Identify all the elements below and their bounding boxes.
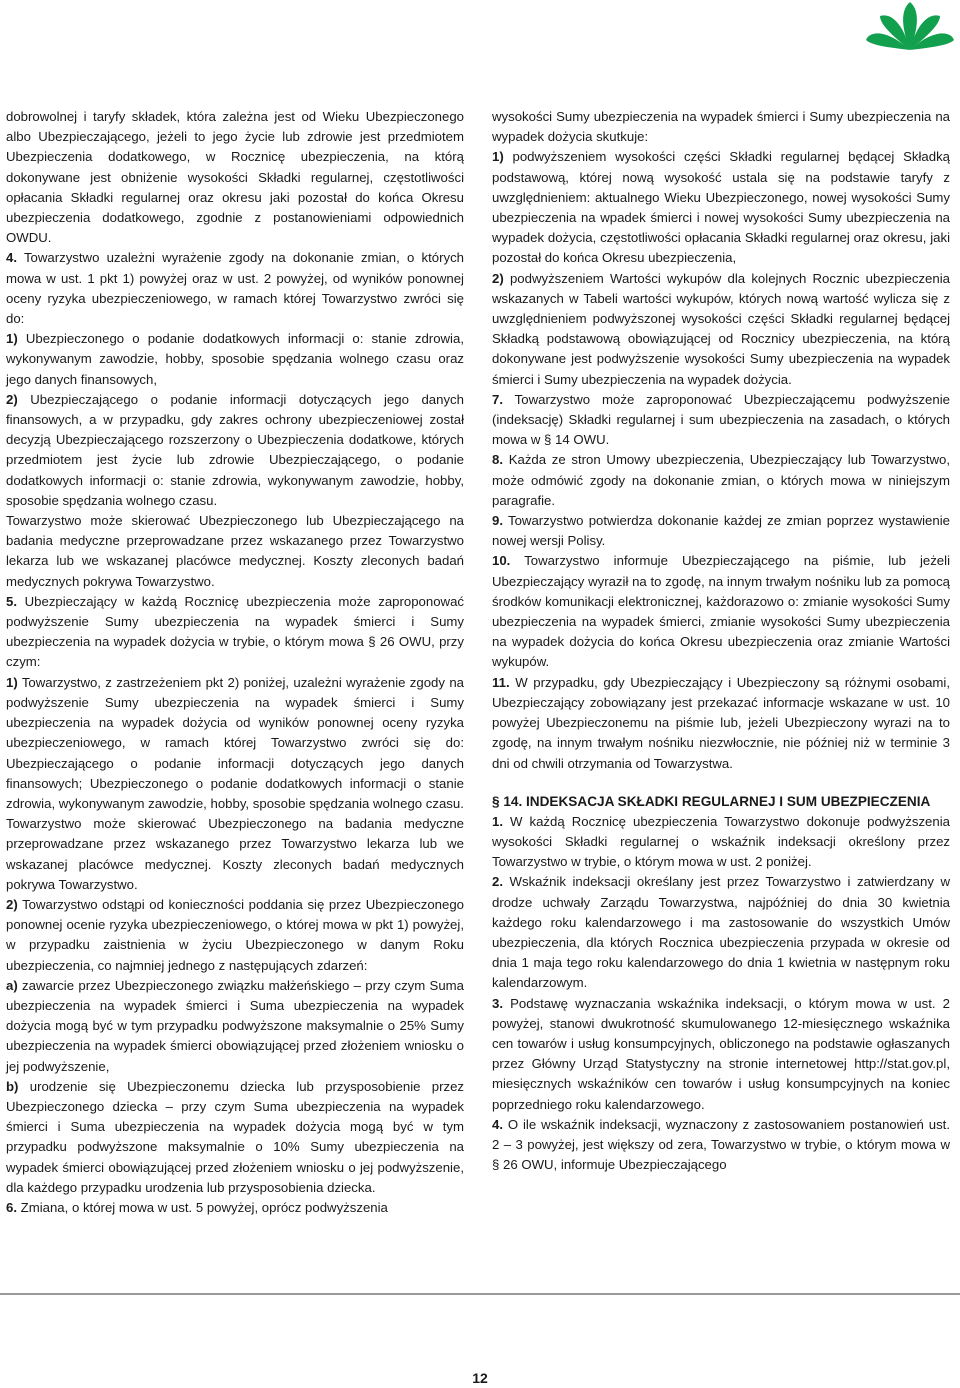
footer-divider bbox=[0, 1293, 960, 1295]
paragraph-text: dobrowolnej i taryfy składek, która zależna jest od Wieku Ubezpieczonego albo Ubezpieczającego, jeżeli to jego życie lub zdrowie jest przedmiotem Ubezpieczenia dodatkowego, w Rocznicę ubezpieczenia, na którą dokonywane jest obniżenie wysokości Składki regularnej, częstotliwości opłacania Składki regularnej oraz okresu jaki pozostał do końca Okresu ubezpieczenia dodatkowego, zgodnie z postanowieniami odpowiednich OWDU. bbox=[6, 109, 464, 246]
item-number: 6. bbox=[6, 1199, 17, 1215]
paragraph-text: Ubezpieczającego o podanie informacji dotyczących jego danych finansowych, a w przypadku, gdy zakres ochrony ubezpieczeniowej został decyzją Ubezpieczającego rozszerzony o Ubezpieczenia dodatkowe, których przedmiotem jest życie lub zdrowie Ubezpieczającego, o podanie dodatkowych informacji o: stanie zdrowia, wykonywanym zawodzie, hobby, sposobie spędzania wolnego czasu. bbox=[6, 391, 464, 508]
paragraph bbox=[492, 390, 950, 451]
item-number: 4. bbox=[492, 1116, 503, 1132]
paragraph bbox=[6, 592, 464, 673]
left-column bbox=[6, 107, 464, 1218]
paragraph-text: O ile wskaźnik indeksacji, wyznaczony z zastosowaniem postanowień ust. 2 – 3 powyżej, jest większy od zera, Towarzystwo w trybie, o którym mowa w § 26 OWU, informuje Ubezpieczającego bbox=[492, 1116, 950, 1173]
paragraph bbox=[6, 673, 464, 814]
paragraph bbox=[6, 976, 464, 1077]
paragraph bbox=[492, 551, 950, 672]
item-number: 1) bbox=[492, 149, 504, 165]
item-number: 9. bbox=[492, 513, 503, 529]
logo-fan-icon bbox=[864, 0, 956, 58]
paragraph bbox=[6, 1198, 464, 1218]
item-number: 2) bbox=[492, 270, 504, 286]
paragraph-text: W przypadku, gdy Ubezpieczający i Ubezpieczony są różnymi osobami, Ubezpieczający zobowiązany jest przekazać informacje wskazane w ust. 10 powyżej Ubezpieczonemu na piśmie lub, jeżeli Ubezpieczony wyrazi na to zgodę, na innym trwałym nośniku niezwłocznie, nie później niż w terminie 3 dni od chwili otrzymania od Towarzystwa. bbox=[492, 674, 950, 771]
paragraph bbox=[492, 450, 950, 511]
item-number: 2) bbox=[6, 391, 18, 407]
paragraph-text: Towarzystwo potwierdza dokonanie każdej ze zmian poprzez wystawienie nowej wersji Polisy. bbox=[492, 513, 950, 549]
paragraph-text: Ubezpieczonego o podanie dodatkowych informacji o: stanie zdrowia, wykonywanym zawodzie, hobby, sposobie spędzania wolnego czasu oraz jego danych finansowych, bbox=[6, 331, 464, 387]
paragraph-text: Każda ze stron Umowy ubezpieczenia, Ubezpieczający lub Towarzystwo, może odmówić zgody na dokonanie zmian, o których mowa w niniejszym paragrafie. bbox=[492, 452, 950, 508]
paragraph-text: Towarzystwo odstąpi od konieczności poddania się przez Ubezpieczonego ponownej ocenie ryzyka ubezpieczeniowego, o której mowa w pkt 1) powyżej, w przypadku zaistnienia w życiu Ubezpieczonego w danym Roku ubezpieczenia, co najmniej jednego z następujących zdarzeń: bbox=[6, 896, 464, 973]
item-number: 1) bbox=[6, 331, 18, 347]
item-number: 7. bbox=[492, 391, 503, 407]
item-number: 3. bbox=[492, 995, 503, 1011]
item-number: 2) bbox=[6, 896, 18, 912]
paragraph bbox=[6, 329, 464, 390]
paragraph bbox=[492, 994, 950, 1115]
item-number: 1) bbox=[6, 674, 18, 690]
paragraph bbox=[6, 895, 464, 976]
paragraph-text: podwyższeniem Wartości wykupów dla kolejnych Rocznic ubezpieczenia wskazanych w Tabeli wartości wykupów, których nową wartość wylicza się z uwzględnieniem podwyższonej wysokości części Składki regularnej będącej Składką podstawową obowiązującej od Rocznicy ubezpieczenia, na którą dokonywane jest podwyższenie wysokości Sumy ubezpieczenia na wypadek śmierci i Sumy ubezpieczenia na wypadek dożycia. bbox=[492, 270, 950, 387]
paragraph-text: Podstawę wyznaczania wskaźnika indeksacji, o którym mowa w ust. 2 powyżej, stanowi dwukrotność skumulowanego 12-miesięcznego wskaźnika cen towarów i usług konsumpcyjnych, obliczonego na podstawie ogłaszanych przez Główny Urząd Statystyczny na stronie internetowej http://stat.gov.pl, miesięcznych wskaźników cen towarów i usług konsumpcyjnych na koniec poprzedniego roku kalendarzowego. bbox=[492, 995, 950, 1112]
paragraph bbox=[492, 511, 950, 551]
paragraph-text: Ubezpieczający w każdą Rocznicę ubezpieczenia może zaproponować podwyższenie Sumy ubezpieczenia na wypadek śmierci i Sumy ubezpieczenia na wypadek dożycia w trybie, o którym mowa § 26 OWU, przy czym: bbox=[6, 593, 464, 670]
paragraph-text: W każdą Rocznicę ubezpieczenia Towarzystwo dokonuje podwyższenia wysokości Składki regularnej o wskaźnik indeksacji określony przez Towarzystwo w trybie, o którym mowa w ust. 2 poniżej. bbox=[492, 813, 950, 870]
paragraph-text: podwyższeniem wysokości części Składki regularnej będącej Składką podstawową, której nową wysokość ustala się na podstawie taryfy z uwzględnieniem: aktualnego Wieku Ubezpieczonego, nowej wysokości Sumy ubezpieczenia na wpadek śmierci i nowej wysokości Sumy ubezpieczenia na wypadek dożycia, częstotliwości opłacania Składki regularnej oraz okresu, jaki pozostał do końca Okresu ubezpieczenia, bbox=[492, 149, 950, 266]
item-number: 5. bbox=[6, 593, 17, 609]
paragraph bbox=[6, 1077, 464, 1198]
paragraph bbox=[6, 814, 464, 895]
paragraph-text: Towarzystwo uzależni wyrażenie zgody na dokonanie zmian, o których mowa w ust. 1 pkt 1) powyżej oraz w ust. 2 powyżej, od wyników ponownej oceny ryzyka ubezpieczeniowego, w ramach której Towarzystwo zwróci się do: bbox=[6, 250, 464, 327]
paragraph bbox=[492, 269, 950, 390]
paragraph bbox=[492, 673, 950, 774]
paragraph-text: urodzenie się Ubezpieczonemu dziecka lub przysposobienie przez Ubezpieczonego dziecka – przy czym Suma ubezpieczenia na wypadek śmierci i Suma ubezpieczenia na wypadek dożycia mogą być w tym przypadku podwyższone maksymalnie o 10% Sumy ubezpieczenia na wypadek śmierci obowiązującej przed złożeniem wniosku o jej podwyższenie, dla każdego przypadku urodzenia lub przysposobienia dziecka. bbox=[6, 1078, 464, 1195]
paragraph-text: Towarzystwo może skierować Ubezpieczonego na badania medyczne przeprowadzane przez wskazanego przez Towarzystwo lekarza lub we wskazanej placówce medycznej. Koszty zleconych badań medycznych pokrywa Towarzystwo. bbox=[6, 816, 464, 892]
paragraph bbox=[6, 107, 464, 248]
paragraph bbox=[6, 248, 464, 329]
item-number: a) bbox=[6, 977, 18, 993]
paragraph-text: wysokości Sumy ubezpieczenia na wypadek śmierci i Sumy ubezpieczenia na wypadek dożycia skutkuje: bbox=[492, 109, 950, 145]
paragraph-text: Towarzystwo informuje Ubezpieczającego na piśmie, lub jeżeli Ubezpieczający wyraził na to zgodę, na innym trwałym nośniku lub za pomocą środków komunikacji elektronicznej, każdorazowo o: zmianie wysokości Sumy ubezpieczenia na wypadek śmierci, zmianie wysokości Sumy ubezpieczenia na wypadek dożycia do końca Okresu ubezpieczenia oraz zmianie Wartości wykupów. bbox=[492, 553, 950, 670]
paragraph-text: zawarcie przez Ubezpieczonego związku małżeńskiego – przy czym Suma ubezpieczenia na wypadek śmierci i Suma ubezpieczenia na wypadek dożycia mogą być w tym przypadku podwyższone maksymalnie o 25% Sumy ubezpieczenia na wypadek śmierci obowiązującej przed złożeniem wniosku o jej podwyższenie, bbox=[6, 977, 464, 1074]
paragraph bbox=[6, 390, 464, 511]
section-heading: § 14. INDEKSACJA SKŁADKI REGULARNEJ I SUM UBEZPIECZENIA bbox=[492, 793, 931, 809]
item-number: b) bbox=[6, 1078, 19, 1094]
page-number: 12 bbox=[472, 1370, 488, 1386]
item-number: 4. bbox=[6, 250, 17, 266]
paragraph bbox=[492, 872, 950, 993]
paragraph bbox=[492, 147, 950, 268]
paragraph-text: Wskaźnik indeksacji określany jest przez Towarzystwo i zatwierdzany w drodze uchwały Zarządu Towarzystwa, najpóźniej do dnia 30 kwietnia każdego roku kalendarzowego i ma zastosowanie do wszystkich Umów ubezpieczenia, dla których Rocznica ubezpieczenia przypada w okresie od dnia 1 maja tego roku kalendarzowego do dnia 1 kwietnia w następnym roku kalendarzowym. bbox=[492, 874, 950, 991]
paragraph bbox=[492, 1115, 950, 1176]
item-number: 8. bbox=[492, 452, 503, 468]
item-number: 2. bbox=[492, 874, 503, 890]
paragraph-text: Zmiana, o której mowa w ust. 5 powyżej, oprócz podwyższenia bbox=[17, 1199, 388, 1215]
right-column bbox=[492, 107, 950, 1175]
paragraph-text: Towarzystwo, z zastrzeżeniem pkt 2) poniżej, uzależni wyrażenie zgody na podwyższenie Sumy ubezpieczenia na wypadek śmierci i Sumy ubezpieczenia na wypadek dożycia od wyników ponownej oceny ryzyka ubezpieczeniowego, w ramach której Towarzystwo zwróci się do: Ubezpieczającego o podanie informacji dotyczących jego danych finansowych; Ubezpieczonego o podanie dodatkowych informacji o stanie zdrowia, wykonywanym zawodzie, hobby, sposobie spędzania wolnego czasu. bbox=[6, 674, 464, 811]
item-number: 11. bbox=[492, 674, 510, 690]
paragraph bbox=[6, 511, 464, 592]
paragraph bbox=[492, 107, 950, 147]
paragraph-text: Towarzystwo może skierować Ubezpieczonego lub Ubezpieczającego na badania medyczne przeprowadzane przez wskazanego przez Towarzystwo lekarza lub we wskazanej placówce medycznej. Koszty zleconych badań medycznych pokrywa Towarzystwo. bbox=[6, 513, 464, 589]
item-number: 1. bbox=[492, 813, 503, 829]
item-number: 10. bbox=[492, 553, 511, 569]
paragraph bbox=[492, 812, 950, 873]
paragraph-text: Towarzystwo może zaproponować Ubezpieczającemu podwyższenie (indeksację) Składki regularnej i sum ubezpieczenia na zasadach, o których mowa w § 14 OWU. bbox=[492, 391, 950, 448]
